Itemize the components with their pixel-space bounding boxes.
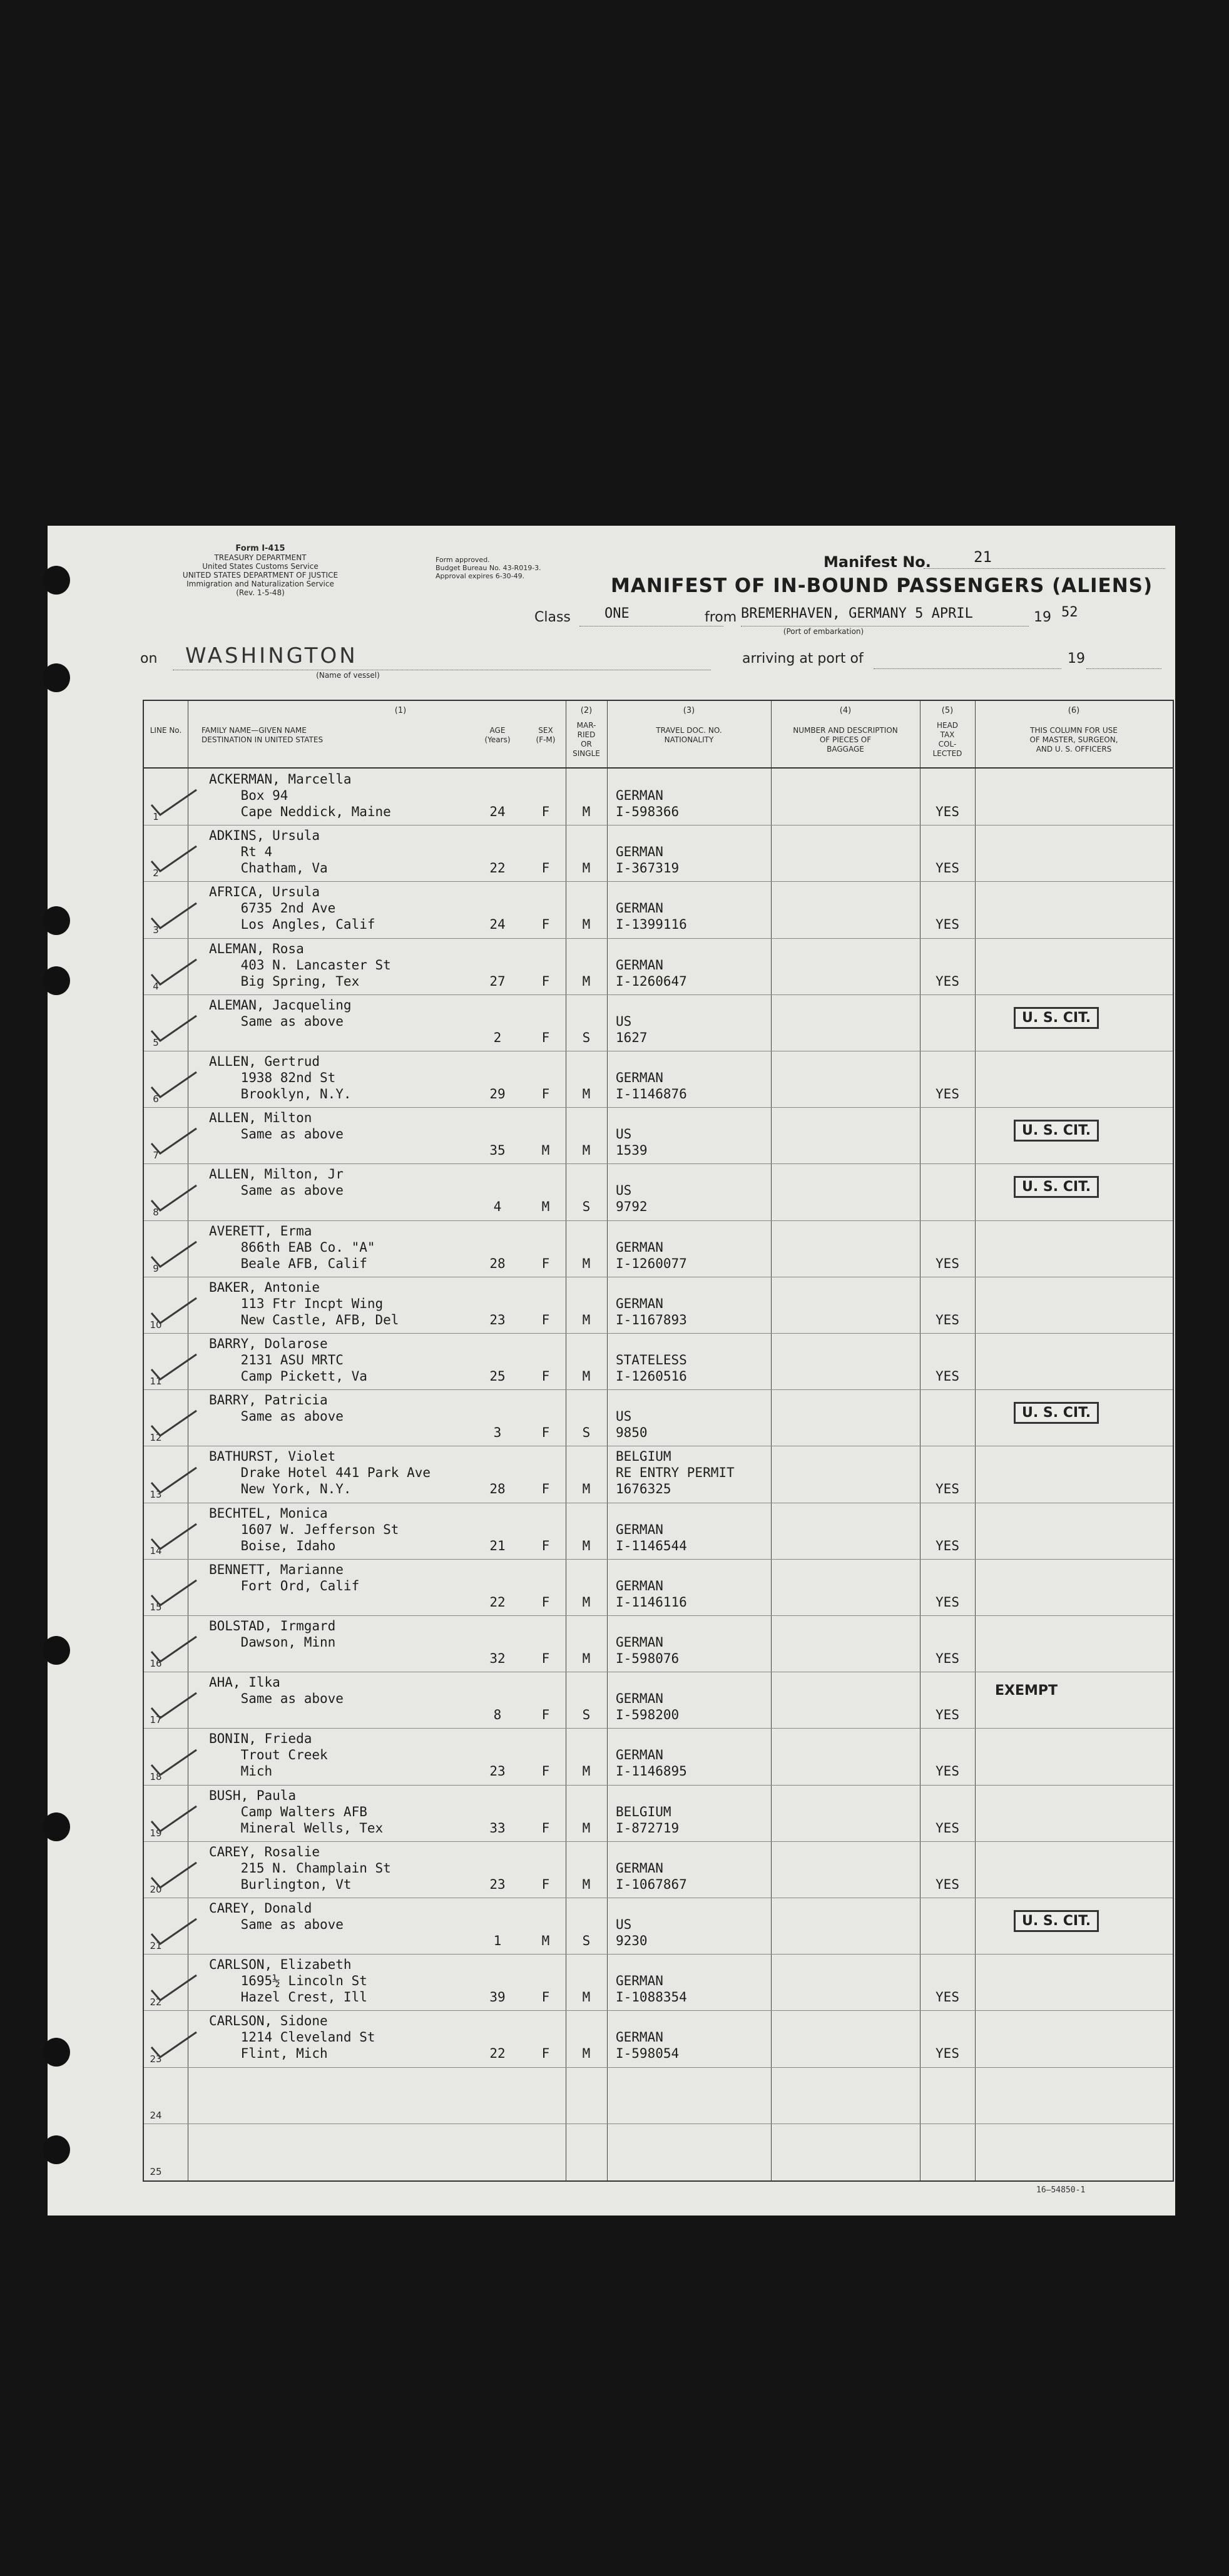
table-row <box>144 1503 1173 1559</box>
passenger-sex: F <box>541 1030 550 1045</box>
check-mark-icon <box>149 1239 199 1270</box>
line-number: 13 <box>150 1488 162 1500</box>
marital-status: M <box>582 1651 591 1666</box>
row-rule <box>144 1333 1173 1334</box>
passenger-age: 28 <box>489 1481 506 1497</box>
port-underline <box>874 668 1061 669</box>
row-rule <box>144 1785 1173 1786</box>
line-number: 23 <box>150 2053 162 2065</box>
table-row <box>144 2067 1173 2124</box>
line-number: 14 <box>150 1545 162 1556</box>
marital-status: M <box>582 1255 591 1271</box>
passenger-sex: F <box>541 804 550 819</box>
line-number: 12 <box>150 1432 162 1444</box>
head-tax-collected: YES <box>936 917 959 933</box>
travel-doc-nationality: GERMAN I-1167893 <box>616 1296 687 1327</box>
passenger-age: 25 <box>489 1369 506 1384</box>
marital-status: M <box>582 1481 591 1497</box>
check-mark-icon <box>149 1465 199 1496</box>
check-mark-icon <box>149 1690 199 1722</box>
travel-doc-nationality: GERMAN I-1146544 <box>616 1521 687 1553</box>
row-rule <box>144 1163 1173 1164</box>
passenger-sex: F <box>541 1312 550 1327</box>
manifest-no-underline <box>924 568 1165 569</box>
check-mark-icon <box>149 1973 199 2004</box>
check-mark-icon <box>149 787 199 819</box>
head-tax-collected: YES <box>936 861 959 876</box>
passenger-sex: F <box>541 1990 550 2005</box>
table-row <box>144 1898 1173 1954</box>
passenger-age: 22 <box>489 861 506 876</box>
manifest-no-label: Manifest No. <box>824 553 931 571</box>
binder-hole <box>43 2135 70 2164</box>
passenger-name-destination: BENNETT, Marianne Fort Ord, Calif <box>209 1561 360 1593</box>
passenger-sex: F <box>541 973 550 989</box>
passenger-sex: M <box>541 1199 550 1215</box>
table-row <box>144 994 1173 1051</box>
passenger-sex: F <box>541 861 550 876</box>
passenger-age: 23 <box>489 1876 506 1892</box>
line-number: 5 <box>153 1036 159 1048</box>
travel-doc-nationality: GERMAN I-1146116 <box>616 1578 687 1610</box>
table-row <box>144 2010 1173 2067</box>
passenger-name-destination: CAREY, Rosalie 215 N. Champlain St Burlington, Vt <box>209 1844 391 1892</box>
passenger-sex: F <box>541 1764 550 1779</box>
line-number: 11 <box>150 1376 162 1388</box>
arriving-year: 19 <box>1068 651 1085 667</box>
passenger-age: 22 <box>489 1594 506 1610</box>
marital-status: M <box>582 1764 591 1779</box>
line-number: 17 <box>150 1714 162 1726</box>
page-title: MANIFEST OF IN-BOUND PASSENGERS (ALIENS) <box>611 575 1153 597</box>
passenger-name-destination: CAREY, Donald Same as above <box>209 1901 344 1932</box>
passenger-sex: F <box>541 1876 550 1892</box>
head-tax-collected: YES <box>936 1990 959 2005</box>
passenger-name-destination: AHA, Ilka Same as above <box>209 1675 344 1707</box>
table-row <box>144 1672 1173 1728</box>
line-number: 7 <box>153 1150 159 1162</box>
us-citizen-stamp: U. S. CIT. <box>1014 1007 1099 1029</box>
marital-status: M <box>582 1312 591 1327</box>
passenger-name-destination: AFRICA, Ursula 6735 2nd Ave Los Angles, Calif <box>209 884 375 933</box>
passenger-age: 39 <box>489 1990 506 2005</box>
check-mark-icon <box>149 1578 199 1609</box>
travel-doc-nationality: GERMAN I-1067867 <box>616 1860 687 1892</box>
col-head-tax: HEAD TAX COL- LECTED <box>932 721 962 758</box>
col-travel-doc: TRAVEL DOC. NO. NATIONALITY <box>656 726 722 744</box>
check-mark-icon <box>149 1521 199 1553</box>
passenger-age: 1 <box>493 1933 502 1948</box>
marital-status: S <box>582 1199 591 1215</box>
exempt-note: EXEMPT <box>995 1683 1058 1699</box>
travel-doc-nationality: STATELESS I-1260516 <box>616 1352 687 1384</box>
marital-status: M <box>582 1876 591 1892</box>
customs-service: United States Customs Service <box>202 562 319 571</box>
col-age: AGE (Years) <box>484 726 511 744</box>
table-row <box>144 1446 1173 1502</box>
marital-status: M <box>582 2046 591 2062</box>
line-number: 6 <box>153 1093 159 1105</box>
line-number: 2 <box>153 867 159 879</box>
travel-doc-nationality: GERMAN I-1146876 <box>616 1070 687 1101</box>
table-row <box>144 1220 1173 1277</box>
line-number: 1 <box>153 811 159 823</box>
marital-status: M <box>582 917 591 933</box>
row-rule <box>144 1615 1173 1616</box>
row-rule <box>144 2067 1173 2068</box>
passenger-age: 27 <box>489 973 506 989</box>
marital-status: M <box>582 1820 591 1836</box>
col-num-3: (3) <box>683 706 695 715</box>
passenger-name-destination: BOLSTAD, Irmgard Dawson, Minn <box>209 1618 336 1650</box>
form-id: Form I-415 <box>235 544 285 553</box>
col-line-no: LINE No. <box>150 726 182 735</box>
passenger-name-destination: ALEMAN, Rosa 403 N. Lancaster St Big Spring, Tex <box>209 941 391 989</box>
passenger-age: 22 <box>489 2046 506 2062</box>
passenger-name-destination: BARRY, Patricia Same as above <box>209 1393 344 1424</box>
head-tax-collected: YES <box>936 973 959 989</box>
passenger-name-destination: BUSH, Paula Camp Walters AFB Mineral Wells, Tex <box>209 1787 384 1836</box>
passenger-age: 33 <box>489 1820 506 1836</box>
col-married: MAR- RIED OR SINGLE <box>573 721 600 758</box>
line-number: 9 <box>153 1262 159 1274</box>
marital-status: M <box>582 1143 591 1158</box>
passenger-sex: F <box>541 917 550 933</box>
col-baggage: NUMBER AND DESCRIPTION OF PIECES OF BAGGAGE <box>793 726 898 754</box>
passenger-age: 3 <box>493 1425 502 1441</box>
passenger-name-destination: CARLSON, Sidone 1214 Cleveland St Flint, Mich <box>209 2013 375 2062</box>
line-number: 21 <box>150 1940 162 1952</box>
passenger-sex: F <box>541 1481 550 1497</box>
table-row <box>144 1333 1173 1389</box>
passenger-age: 32 <box>489 1651 506 1666</box>
table-row <box>144 881 1173 938</box>
from-value: BREMERHAVEN, GERMANY 5 APRIL <box>741 606 973 621</box>
col-num-1: (1) <box>394 706 407 715</box>
row-rule <box>144 881 1173 882</box>
table-row <box>144 1051 1173 1107</box>
head-tax-collected: YES <box>936 1876 959 1892</box>
binder-hole <box>43 966 70 995</box>
approval-line-1: Form approved. <box>436 556 490 564</box>
table-row <box>144 1559 1173 1615</box>
passenger-name-destination: ALLEN, Milton, Jr Same as above <box>209 1167 344 1199</box>
check-mark-icon <box>149 2030 199 2061</box>
table-row <box>144 769 1173 825</box>
travel-doc-nationality: GERMAN I-367319 <box>616 844 680 876</box>
head-tax-collected: YES <box>936 1312 959 1327</box>
line-number: 15 <box>150 1601 162 1613</box>
travel-doc-nationality: BELGIUM I-872719 <box>616 1804 680 1836</box>
passenger-name-destination: BAKER, Antonie 113 Ftr Incpt Wing New Castle, AFB, Del <box>209 1279 399 1327</box>
table-row <box>144 938 1173 994</box>
us-citizen-stamp: U. S. CIT. <box>1014 1176 1099 1198</box>
on-label: on <box>140 651 158 667</box>
approval-line-3: Approval expires 6-30-49. <box>436 572 525 580</box>
footer-code: 16—54850-1 <box>1036 2185 1086 2195</box>
passenger-age: 24 <box>489 804 506 819</box>
from-label: from <box>705 610 737 625</box>
passenger-age: 24 <box>489 917 506 933</box>
passenger-sex: F <box>541 1425 550 1441</box>
head-tax-collected: YES <box>936 1820 959 1836</box>
passenger-name-destination: ALLEN, Gertrud 1938 82nd St Brooklyn, N.Y. <box>209 1054 352 1101</box>
binder-hole <box>43 1812 70 1841</box>
passenger-age: 28 <box>489 1255 506 1271</box>
travel-doc-nationality: US 1627 <box>616 1013 648 1045</box>
head-tax-collected: YES <box>936 1594 959 1610</box>
row-rule <box>144 1728 1173 1729</box>
class-value: ONE <box>604 606 630 621</box>
col-num-2: (2) <box>580 706 593 715</box>
marital-status: S <box>582 1425 591 1441</box>
passenger-sex: F <box>541 1369 550 1384</box>
check-mark-icon <box>149 1860 199 1891</box>
row-rule <box>144 1389 1173 1390</box>
marital-status: M <box>582 1594 591 1610</box>
table-row <box>144 2124 1173 2180</box>
passenger-sex: F <box>541 1707 550 1723</box>
travel-doc-nationality: US 9792 <box>616 1183 648 1215</box>
manifest-sheet <box>48 526 1175 2216</box>
passenger-name-destination: BATHURST, Violet Drake Hotel 441 Park Ave New York, N.Y. <box>209 1449 431 1497</box>
marital-status: S <box>582 1707 591 1723</box>
check-mark-icon <box>149 1126 199 1157</box>
check-mark-icon <box>149 1916 199 1948</box>
passenger-age: 23 <box>489 1312 506 1327</box>
approval-line-2: Budget Bureau No. 43-R019-3. <box>436 564 541 572</box>
passenger-sex: F <box>541 1255 550 1271</box>
marital-status: M <box>582 973 591 989</box>
year-value: 52 <box>1061 605 1078 620</box>
marital-status: S <box>582 1030 591 1045</box>
passenger-sex: F <box>541 1086 550 1101</box>
travel-doc-nationality: BELGIUM RE ENTRY PERMIT 1676325 <box>616 1449 735 1497</box>
vessel-name: WASHINGTON <box>185 643 358 668</box>
marital-status: M <box>582 1990 591 2005</box>
line-number: 16 <box>150 1658 162 1670</box>
line-number: 18 <box>150 1771 162 1782</box>
class-label: Class <box>534 610 571 625</box>
marital-status: M <box>582 861 591 876</box>
vessel-note: (Name of vessel) <box>316 671 380 680</box>
table-row <box>144 1785 1173 1841</box>
table-row <box>144 825 1173 881</box>
travel-doc-nationality: GERMAN I-1399116 <box>616 901 687 933</box>
col-name: FAMILY NAME—GIVEN NAME DESTINATION IN UNITED STATES <box>201 726 324 744</box>
justice-department: UNITED STATES DEPARTMENT OF JUSTICE <box>182 571 339 580</box>
check-mark-icon <box>149 1804 199 1835</box>
row-rule <box>144 1559 1173 1560</box>
table-row <box>144 1389 1173 1446</box>
line-number: 25 <box>150 2165 162 2177</box>
arriving-label: arriving at port of <box>742 651 864 667</box>
travel-doc-nationality: GERMAN I-598076 <box>616 1635 680 1666</box>
binder-hole <box>43 1636 70 1665</box>
us-citizen-stamp: U. S. CIT. <box>1014 1402 1099 1424</box>
travel-doc-nationality: US 1539 <box>616 1127 648 1158</box>
check-mark-icon <box>149 1013 199 1045</box>
travel-doc-nationality: GERMAN I-1260077 <box>616 1239 687 1271</box>
passenger-age: 35 <box>489 1143 506 1158</box>
travel-doc-nationality: GERMAN I-598366 <box>616 788 680 819</box>
check-mark-icon <box>149 957 199 988</box>
passenger-sex: F <box>541 2046 550 2062</box>
head-tax-collected: YES <box>936 1764 959 1779</box>
head-tax-collected: YES <box>936 1086 959 1101</box>
port-note: (Port of embarkation) <box>783 627 864 636</box>
passenger-name-destination: BECHTEL, Monica 1607 W. Jefferson St Boise, Idaho <box>209 1505 399 1553</box>
travel-doc-nationality: GERMAN I-598054 <box>616 2030 680 2062</box>
head-tax-collected: YES <box>936 1538 959 1553</box>
passenger-age: 8 <box>493 1707 502 1723</box>
row-rule <box>144 938 1173 939</box>
passenger-sex: M <box>541 1143 550 1158</box>
head-tax-collected: YES <box>936 1369 959 1384</box>
passenger-sex: F <box>541 1538 550 1553</box>
line-number: 19 <box>150 1827 162 1839</box>
marital-status: S <box>582 1933 591 1948</box>
travel-doc-nationality: GERMAN I-598200 <box>616 1691 680 1723</box>
head-tax-collected: YES <box>936 1651 959 1666</box>
passenger-age: 4 <box>493 1199 502 1215</box>
check-mark-icon <box>149 844 199 875</box>
passenger-name-destination: ALLEN, Milton Same as above <box>209 1110 344 1142</box>
col-sex: SEX (F-M) <box>536 726 556 744</box>
check-mark-icon <box>149 1352 199 1383</box>
passenger-age: 23 <box>489 1764 506 1779</box>
check-mark-icon <box>149 1183 199 1214</box>
row-rule <box>144 994 1173 995</box>
row-rule <box>144 1841 1173 1842</box>
check-mark-icon <box>149 901 199 932</box>
col-officers: THIS COLUMN FOR USE OF MASTER, SURGEON, AND U. S. OFFICERS <box>1029 726 1118 754</box>
check-mark-icon <box>149 1408 199 1439</box>
travel-doc-nationality: US 9850 <box>616 1409 648 1441</box>
head-tax-collected: YES <box>936 804 959 819</box>
binder-hole <box>43 2038 70 2067</box>
passenger-name-destination: BARRY, Dolarose 2131 ASU MRTC Camp Pickett, Va <box>209 1336 367 1384</box>
ins-service: Immigration and Naturalization Service <box>186 580 334 588</box>
marital-status: M <box>582 1086 591 1101</box>
table-row <box>144 1841 1173 1898</box>
line-number: 8 <box>153 1206 159 1218</box>
head-tax-collected: YES <box>936 1707 959 1723</box>
binder-hole <box>43 663 70 692</box>
binder-hole <box>43 566 70 595</box>
line-number: 3 <box>153 924 159 936</box>
treasury-department: TREASURY DEPARTMENT <box>214 553 307 562</box>
form-header-block <box>141 544 379 597</box>
passenger-sex: F <box>541 1651 550 1666</box>
manifest-no-value: 21 <box>974 548 992 566</box>
check-mark-icon <box>149 1634 199 1665</box>
passenger-name-destination: ALEMAN, Jacqueling Same as above <box>209 997 352 1029</box>
table-row <box>144 1728 1173 1784</box>
line-number: 4 <box>153 980 159 992</box>
marital-status: M <box>582 804 591 819</box>
travel-doc-nationality: US 9230 <box>616 1917 648 1948</box>
table-row <box>144 1163 1173 1220</box>
us-citizen-stamp: U. S. CIT. <box>1014 1910 1099 1932</box>
travel-doc-nationality: GERMAN I-1088354 <box>616 1973 687 2005</box>
passenger-age: 29 <box>489 1086 506 1101</box>
marital-status: M <box>582 1538 591 1553</box>
passenger-name-destination: BONIN, Frieda Trout Creek Mich <box>209 1731 328 1779</box>
row-rule <box>144 1220 1173 1221</box>
passenger-age: 21 <box>489 1538 506 1553</box>
head-tax-collected: YES <box>936 1255 959 1271</box>
passenger-sex: F <box>541 1820 550 1836</box>
head-tax-collected: YES <box>936 1481 959 1497</box>
check-mark-icon <box>149 1747 199 1779</box>
col-num-6: (6) <box>1068 706 1080 715</box>
row-rule <box>144 2010 1173 2011</box>
table-row <box>144 1954 1173 2010</box>
travel-doc-nationality: GERMAN I-1260647 <box>616 957 687 989</box>
year-prefix: 19 <box>1034 610 1051 625</box>
line-number: 22 <box>150 1996 162 2008</box>
line-number: 24 <box>150 2109 162 2121</box>
arriving-year-underline <box>1086 668 1161 669</box>
marital-status: M <box>582 1369 591 1384</box>
passenger-name-destination: AVERETT, Erma 866th EAB Co. "A" Beale AFB, Calif <box>209 1223 375 1271</box>
table-row <box>144 1107 1173 1163</box>
check-mark-icon <box>149 1296 199 1327</box>
head-tax-collected: YES <box>936 2046 959 2062</box>
row-rule <box>144 1107 1173 1108</box>
approval-block <box>436 556 579 580</box>
col-num-5: (5) <box>941 706 954 715</box>
form-revision: (Rev. 1-5-48) <box>236 588 285 597</box>
binder-hole <box>43 906 70 935</box>
passenger-sex: F <box>541 1594 550 1610</box>
line-number: 20 <box>150 1883 162 1895</box>
passenger-age: 2 <box>493 1030 502 1045</box>
us-citizen-stamp: U. S. CIT. <box>1014 1120 1099 1142</box>
travel-doc-nationality: GERMAN I-1146895 <box>616 1747 687 1779</box>
check-mark-icon <box>149 1070 199 1101</box>
passenger-table <box>143 700 1174 2182</box>
table-row <box>144 1277 1173 1333</box>
table-row <box>144 1615 1173 1672</box>
passenger-name-destination: ACKERMAN, Marcella Box 94 Cape Neddick, Maine <box>209 772 391 819</box>
row-rule <box>144 1954 1173 1955</box>
passenger-name-destination: ADKINS, Ursula Rt 4 Chatham, Va <box>209 828 328 876</box>
passenger-name-destination: CARLSON, Elizabeth 1695½ Lincoln St Hazel Crest, Ill <box>209 1957 367 2005</box>
col-num-4: (4) <box>839 706 852 715</box>
passenger-sex: M <box>541 1933 550 1948</box>
line-number: 10 <box>150 1319 162 1331</box>
